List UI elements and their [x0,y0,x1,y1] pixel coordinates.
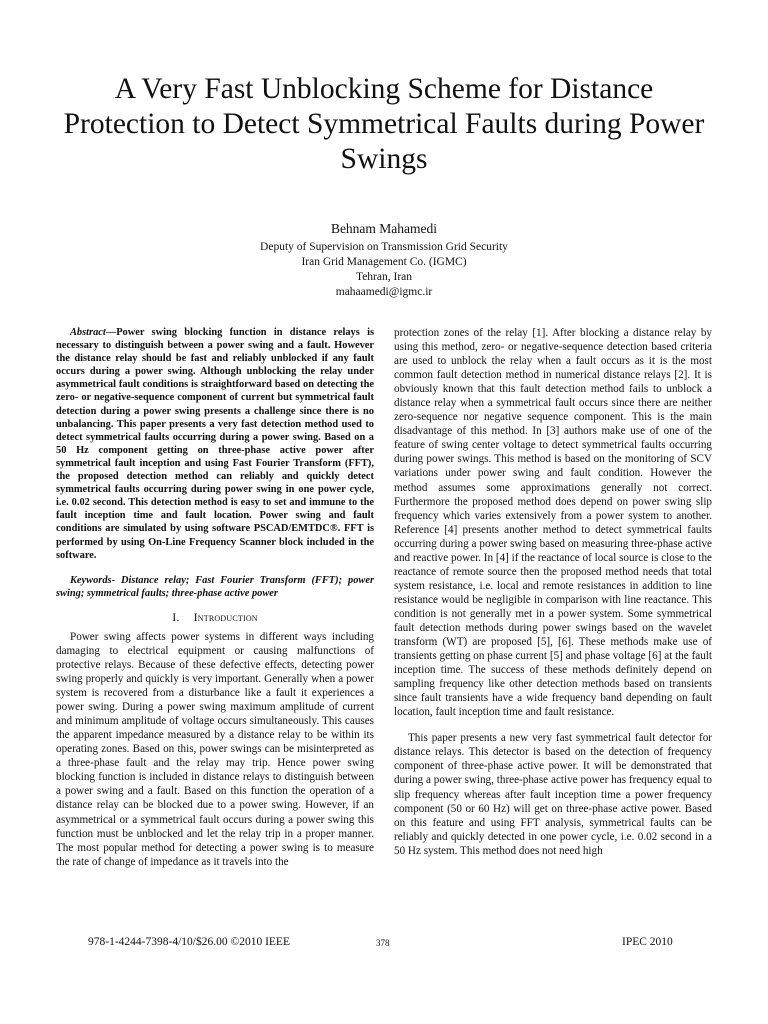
author-email: mahaamedi@igmc.ir [335,286,433,298]
author-block [84,220,684,300]
right-column [394,326,712,858]
author-affiliation-2: Iran Grid Management Co. (IGMC) [301,256,467,268]
paper-title: A Very Fast Unblocking Scheme for Distance Protection to Detect Symmetrical Faults during Power Swings [63,73,705,175]
left-column [56,326,374,869]
right-paragraph-1: protection zones of the relay [1]. After blocking a distance relay by using this method, zero- or negative-sequence detection based criteria are used to unblock the relay when a fault occurs as it is the most common fault detection method in numerical distance relays [2]. It is obviously known that this fault detection method fails to unblock a distance relay when a symmetrical fault occurs since there are neither zero-sequence nor negative sequence component. This is the main disadvantage of this method. In [3] authors make use of one of the feature of swing center voltage to detect symmetrical faults occurring during power swings. This method is based on the monitoring of SCV variations under power swing and fault condition. However the method assumes some approximations generally not correct. Furthermore the proposed method does depend on power swing slip frequency which varies extensively from a power system to another. Reference [4] presents another method to detect symmetrical faults occurring during a power swing based on measuring three-phase active and reactive power. In [4] if the reactance of local source is close to the reactance of remote source then the proposed method needs that total system resistance, i.e. local and remote resistances in addition to line resistance would be negligible in comparison with line reactance. This condition is not generally met in a power system. Some symmetrical fault detection methods during power swings based on the wavelet transform (WT) are proposed [5], [6]. These methods make use of transients getting on phase current [5] and phase voltage [6] at the fault inception time. The success of these methods definitely depend on sampling frequency like other detection methods based on transients since fault transients have a wide frequency band depending on fault location, fault inception time and fault resistance. [394,327,712,719]
abstract [56,326,374,562]
keywords: Keywords- Distance relay; Fast Fourier Transform (FFT); power swing; symmetrical faults; three-phase active power [56,574,374,599]
author-location: Tehran, Iran [355,271,413,283]
footer-page-number: 378 [376,938,390,948]
abstract-body: Power swing blocking function in distance relays is necessary to distinguish between a power swing and a fault. However the distance relay should be fast and reliably unblocked if any fault occurs during a power swing. Although unblocking the relay under asymmetrical fault conditions is straightforward based on detecting the zero- or negative-sequence component of current but symmetrical fault detection during a power swing presents a challenge since there is no unbalancing. This paper presents a very fast detection method used to detect symmetrical faults occurring during a power swing. Based on a 50 Hz component getting on three-phase active power after symmetrical fault inception and using Fast Fourier Transform (FFT), the proposed detection method can reliably and quickly detect symmetrical faults occurring during power swing in one power cycle, i.e. 0.02 second. This detection method is easy to set and immune to the fault inception time and fault location. Power swing and fault conditions are simulated by using software PSCAD/EMTDC®. FFT is performed by using On-Line Frequency Scanner block included in the software. [56,327,374,561]
right-paragraph-2: This paper presents a new very fast symmetrical fault detector for distance relays. This detector is based on the detection of frequency component of three-phase active power. It will be demonstrated that during a power swing, three-phase active power has frequency equal to slip frequency whereas after fault inception time a power frequency component (50 or 60 Hz) will get on three-phase active power. Based on this feature and using FFT analysis, symmetrical faults can be reliably and quickly detected in one power cycle, i.e. 0.02 second in a 50 Hz system. This method does not need high [394,732,712,857]
footer-copyright: 978-1-4244-7398-4/10/$26.00 ©2010 IEEE [88,936,290,948]
abstract-dash: — [105,327,117,338]
intro-paragraph-1: Power swing affects power systems in different ways including damaging to electrical equipment or causing malfunctions of protective relays. Because of these defective effects, detecting power swing properly and quickly is very important. Generally when a power system is recovered from a disturbance like a fault it experiences a power swing. During a power swing maximum amplitude of current and minimum amplitude of voltage occurs simultaneously. This causes the apparent impedance measured by a distance relay to be within its operating zones. Based on this, power swings can be misinterpreted as a three-phase fault and the relay may trip. Hence power swing blocking function is included in distance relays to distinguish between a power swing and a fault. Based on this function the operation of a distance relay can be blocked due to a power swing. However, if an asymmetrical or a symmetrical fault occurs during a power swing this function must be unblocked and let the relay trip in a proper manner. The most popular method for detecting a power swing is to measure the rate of change of impedance as it travels into the [56,630,374,868]
author-affiliation-1: Deputy of Supervision on Transmission Grid Security [260,241,508,253]
author-name: Behnam Mahamedi [330,221,438,236]
footer-conference: IPEC 2010 [622,936,673,948]
section-number: I. [172,609,180,624]
abstract-lead: Abstract [70,327,106,338]
section-heading-introduction [56,610,374,624]
section-title: Introduction [193,609,258,624]
